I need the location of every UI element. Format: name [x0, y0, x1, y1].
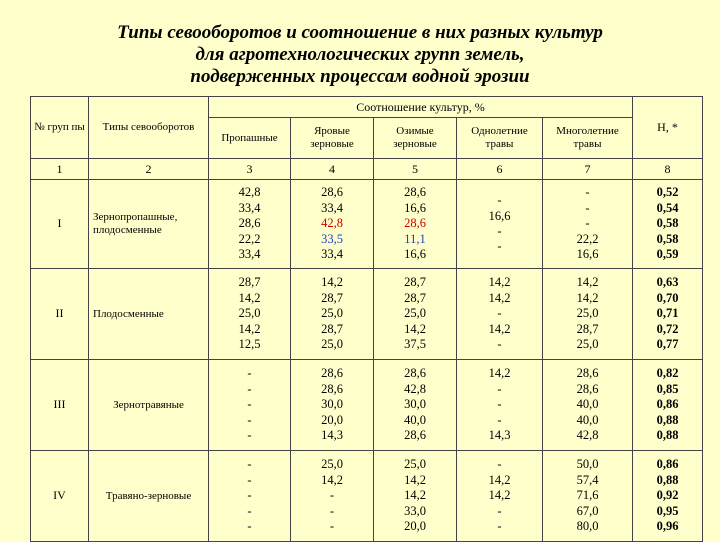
value: 14,2	[404, 488, 426, 503]
cell-yarovye	[291, 269, 374, 360]
cell-yarovye	[291, 180, 374, 269]
header-group-number: № груп пы	[31, 97, 89, 159]
value: -	[497, 412, 502, 427]
value: 80,0	[576, 519, 599, 534]
value: 16,6	[404, 247, 426, 262]
value: -	[497, 239, 502, 254]
rotation-type: Плодосменные	[89, 269, 209, 360]
col-num: 8	[633, 159, 703, 180]
header-propash: Пропашные	[209, 118, 291, 159]
value: 0,58	[656, 216, 679, 231]
value: 40,0	[576, 397, 599, 412]
value: -	[497, 306, 502, 321]
cell-ozimye	[374, 269, 457, 360]
header-row-1	[31, 97, 703, 118]
value: 0,85	[656, 381, 679, 396]
value: 28,6	[321, 185, 343, 200]
value: 14,2	[488, 366, 511, 381]
value-highlighted-red: 42,8	[321, 216, 343, 231]
rotation-type: Зернопропашные, плодосменные	[89, 180, 209, 269]
value: 14,3	[488, 428, 511, 443]
value: 14,2	[488, 275, 511, 290]
value: 30,0	[404, 397, 426, 412]
header-h: Н, *	[633, 97, 703, 159]
cell-mnogolet	[543, 269, 633, 360]
value: 14,2	[321, 275, 343, 290]
value: 0,54	[656, 200, 679, 215]
value: 14,2	[238, 321, 261, 336]
value: -	[247, 381, 252, 396]
cell-h	[633, 180, 703, 269]
value: -	[585, 200, 590, 215]
value: 40,0	[576, 412, 599, 427]
value: 0,95	[656, 503, 679, 518]
value: 14,2	[238, 290, 261, 305]
value: 0,88	[656, 412, 679, 427]
value: 22,2	[576, 231, 599, 246]
header-odnolet: Однолетние травы	[457, 118, 543, 159]
value: 0,86	[656, 397, 679, 412]
col-num: 4	[291, 159, 374, 180]
value: -	[585, 216, 590, 231]
rotation-type: Травяно-зерновые	[89, 451, 209, 542]
col-num: 1	[31, 159, 89, 180]
value: -	[497, 193, 502, 208]
value: -	[247, 488, 252, 503]
value: 25,0	[321, 337, 343, 352]
cell-odnolet	[457, 269, 543, 360]
value: 28,7	[321, 290, 343, 305]
value: -	[497, 519, 502, 534]
header-mnogolet: Многолетние травы	[543, 118, 633, 159]
header-rotation-type: Типы севооборотов	[89, 97, 209, 159]
title-line-1: Типы севооборотов и соотношение в них разных культур	[117, 22, 603, 43]
value: 14,2	[576, 275, 599, 290]
cell-ozimye	[374, 451, 457, 542]
cell-ozimye	[374, 360, 457, 451]
value: 14,3	[321, 428, 343, 443]
value: 0,92	[656, 488, 679, 503]
value: 67,0	[576, 503, 599, 518]
cell-odnolet	[457, 180, 543, 269]
value: -	[329, 519, 335, 534]
col-num: 3	[209, 159, 291, 180]
value: 42,8	[238, 185, 261, 200]
value: 28,6	[238, 216, 261, 231]
group-number: I	[31, 180, 89, 269]
value: 14,2	[404, 472, 426, 487]
header-ozimye: Озимые зерновые	[374, 118, 457, 159]
value: -	[497, 224, 502, 238]
value: 25,0	[576, 306, 599, 321]
value: 14,2	[488, 472, 511, 487]
value: 14,2	[488, 488, 511, 503]
value: 0,86	[656, 457, 679, 472]
table-row-group-2	[31, 269, 703, 360]
value: 0,72	[656, 321, 679, 336]
value: 28,6	[404, 428, 426, 443]
value: 28,7	[238, 275, 261, 290]
value: 50,0	[576, 457, 599, 472]
value: 28,6	[404, 366, 426, 381]
column-number-row	[31, 159, 703, 180]
value: 42,8	[404, 381, 426, 396]
title-line-2: для агротехнологических групп земель,	[195, 44, 525, 65]
value: 33,4	[238, 247, 261, 262]
cell-yarovye	[291, 360, 374, 451]
value: 25,0	[238, 306, 261, 321]
group-number: III	[31, 360, 89, 451]
header-yarovye: Яровые зерновые	[291, 118, 374, 159]
value: 14,2	[321, 472, 343, 487]
value: 28,6	[321, 366, 343, 381]
value: -	[497, 503, 502, 518]
value: 40,0	[404, 412, 426, 427]
value: 30,0	[321, 397, 343, 412]
value: 0,59	[656, 247, 679, 262]
value: 14,2	[404, 321, 426, 336]
header-crop-ratio: Соотношение культур, %	[209, 97, 633, 118]
page-title	[0, 22, 720, 88]
value: 20,0	[321, 412, 343, 427]
cell-propash	[209, 180, 291, 269]
value: 28,6	[576, 366, 599, 381]
value: 28,6	[404, 185, 426, 200]
value: -	[247, 503, 252, 518]
value: 22,2	[238, 231, 261, 246]
value: 0,77	[656, 337, 679, 352]
value: 16,6	[488, 208, 511, 223]
value: -	[585, 185, 590, 200]
cell-mnogolet	[543, 180, 633, 269]
group-number: IV	[31, 451, 89, 542]
value: 28,7	[321, 321, 343, 336]
value: 28,7	[404, 275, 426, 290]
value-highlighted-red: 28,6	[404, 216, 426, 231]
value: 0,88	[656, 472, 679, 487]
value: 33,0	[404, 503, 426, 518]
value: 25,0	[321, 306, 343, 321]
value: -	[497, 457, 502, 472]
cell-h	[633, 451, 703, 542]
value: -	[497, 397, 502, 412]
value: -	[497, 381, 502, 396]
value: 28,6	[321, 381, 343, 396]
value: 0,52	[656, 185, 679, 200]
value: 25,0	[404, 306, 426, 321]
value: 33,4	[238, 200, 261, 215]
cell-propash	[209, 360, 291, 451]
value-highlighted-blue: 33,5	[321, 231, 343, 246]
value: 14,2	[576, 290, 599, 305]
value-highlighted-blue: 11,1	[404, 231, 426, 246]
value: -	[247, 366, 252, 381]
value: -	[247, 457, 252, 472]
value: -	[247, 428, 252, 443]
value: 25,0	[404, 457, 426, 472]
rotation-type: Зернотравяные	[89, 360, 209, 451]
value: -	[329, 488, 335, 503]
value: 16,6	[404, 200, 426, 215]
value: 0,63	[656, 275, 679, 290]
value: 0,71	[656, 306, 679, 321]
crop-rotation-table	[30, 96, 703, 542]
value: 28,7	[404, 290, 426, 305]
col-num: 6	[457, 159, 543, 180]
table-row-group-1	[31, 180, 703, 269]
value: 20,0	[404, 519, 426, 534]
col-num: 7	[543, 159, 633, 180]
value: -	[329, 503, 335, 518]
value: 14,2	[488, 290, 511, 305]
value: 57,4	[576, 472, 599, 487]
value: -	[247, 519, 252, 534]
value: 0,88	[656, 428, 679, 443]
value: 14,2	[488, 321, 511, 336]
value: 33,4	[321, 247, 343, 262]
value: 0,82	[656, 366, 679, 381]
table-row-group-4	[31, 451, 703, 542]
value: 0,70	[656, 290, 679, 305]
cell-mnogolet	[543, 451, 633, 542]
value: -	[497, 337, 502, 352]
cell-odnolet	[457, 360, 543, 451]
value: 37,5	[404, 337, 426, 352]
value: -	[247, 397, 252, 412]
cell-h	[633, 269, 703, 360]
value: 25,0	[321, 457, 343, 472]
value: 0,58	[656, 231, 679, 246]
value: 28,6	[576, 381, 599, 396]
value: -	[247, 412, 252, 427]
cell-h	[633, 360, 703, 451]
cell-mnogolet	[543, 360, 633, 451]
value: 33,4	[321, 200, 343, 215]
value: 12,5	[238, 337, 261, 352]
cell-odnolet	[457, 451, 543, 542]
value: 25,0	[576, 337, 599, 352]
cell-ozimye	[374, 180, 457, 269]
title-line-3: подверженных процессам водной эрозии	[190, 66, 530, 87]
cell-yarovye	[291, 451, 374, 542]
value: 16,6	[576, 247, 599, 262]
cell-propash	[209, 451, 291, 542]
table-row-group-3	[31, 360, 703, 451]
col-num: 2	[89, 159, 209, 180]
value: 28,7	[576, 321, 599, 336]
value: 0,96	[656, 519, 679, 534]
value: 71,6	[576, 488, 599, 503]
group-number: II	[31, 269, 89, 360]
col-num: 5	[374, 159, 457, 180]
cell-propash	[209, 269, 291, 360]
value: -	[247, 472, 252, 487]
value: 42,8	[576, 428, 599, 443]
